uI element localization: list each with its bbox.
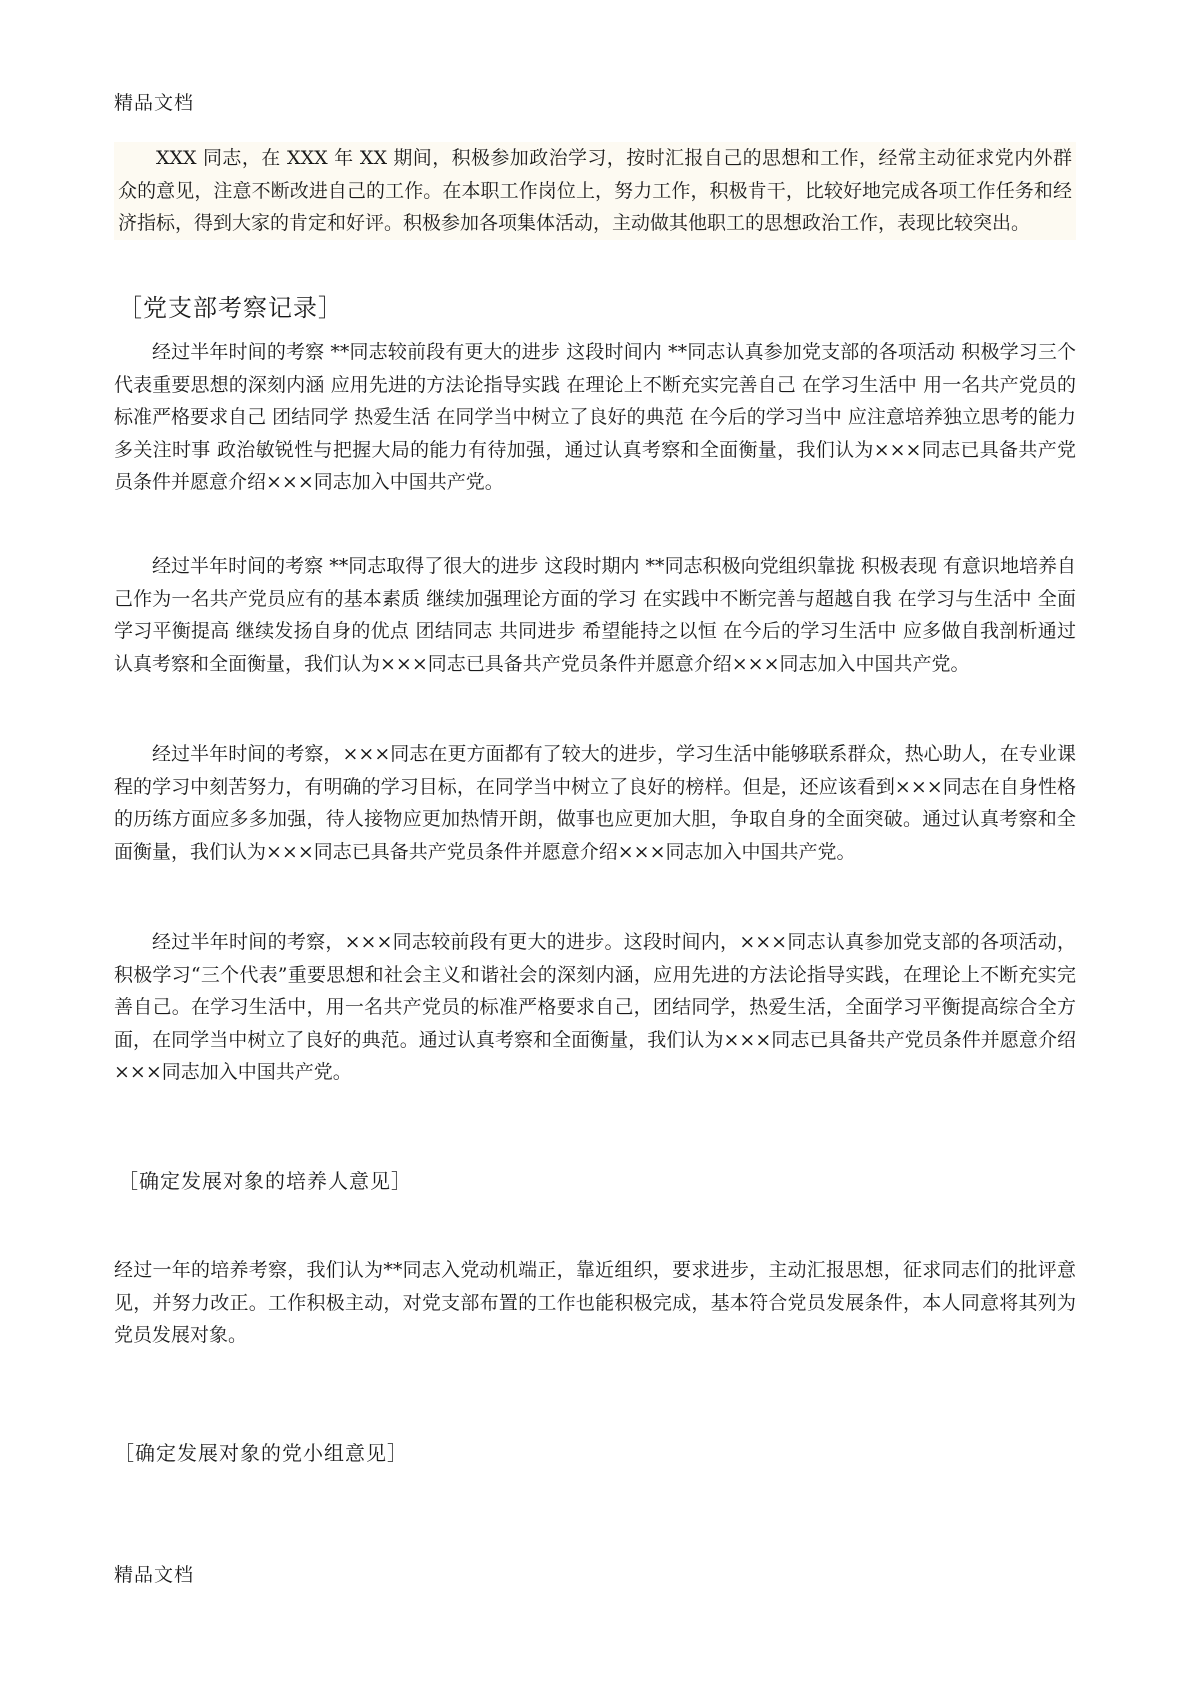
trainer-opinion-paragraph: [114, 1254, 1076, 1352]
section-heading-party-group-opinion: ［确定发展对象的党小组意见］: [114, 1441, 408, 1465]
paragraph: 经过半年时间的考察，×××同志较前段有更大的进步。这段时间内，×××同志认真参加党支部的各项活动，积极学习“三个代表”重要思想和社会主义和谐社会的深刻内涵，应用先进的方法论指导实践，在理论上不断充实完善自己。在学习生活中，用一名共产党员的标准严格要求自己，团结同学，热爱生活，全面学习平衡提高综合全方面，在同学当中树立了良好的典范。通过认真考察和全面衡量，我们认为×××同志已具备共产党员条件并愿意介绍×××同志加入中国共产党。: [114, 931, 1076, 1083]
branch-record-paragraph-2: [114, 550, 1076, 680]
paragraph: 经过半年时间的考察，×××同志在更方面都有了较大的进步，学习生活中能够联系群众，热心助人，在专业课程的学习中刻苦努力，有明确的学习目标，在同学当中树立了良好的榜样。但是，还应该看到×××同志在自身性格的历练方面应多多加强，待人接物应更加热情开朗，做事也应更加大胆，争取自身的全面突破。通过认真考察和全面衡量，我们认为×××同志已具备共产党员条件并愿意介绍×××同志加入中国共产党。: [114, 743, 1076, 863]
paragraph: 经过半年时间的考察 **同志较前段有更大的进步 这段时间内 **同志认真参加党支部的各项活动 积极学习三个代表重要思想的深刻内涵 应用先进的方法论指导实践 在理论上不断充实完善自己 在学习生活中 用一名共产党员的标准严格要求自己 团结同学 热爱生活 在同学当中树立了良好的典范 在今后的学习当中 应注意培养独立思考的能力 多关注时事 政治敏锐性与把握大局的能力有待加强，通过认真考察和全面衡量，我们认为×××同志已具备共产党员条件并愿意介绍×××同志加入中国共产党。: [114, 341, 1076, 493]
intro-highlight-box: [114, 142, 1076, 240]
intro-paragraph: XXX 同志，在 XXX 年 XX 期间，积极参加政治学习，按时汇报自己的思想和工作，经常主动征求党内外群众的意见，注意不断改进自己的工作。在本职工作岗位上，努力工作，积极肯干，比较好地完成各项工作任务和经济指标，得到大家的肯定和好评。积极参加各项集体活动，主动做其他职工的思想政治工作，表现比较突出。: [118, 147, 1072, 234]
footer-watermark: 精品文档: [114, 1564, 195, 1586]
branch-record-paragraph-4: [114, 926, 1076, 1089]
branch-record-paragraph-3: [114, 738, 1076, 868]
section-heading-branch-record: ［党支部考察记录］: [118, 294, 343, 322]
section-heading-trainer-opinion: ［确定发展对象的培养人意见］: [118, 1169, 412, 1193]
paragraph: 经过一年的培养考察，我们认为**同志入党动机端正，靠近组织，要求进步，主动汇报思想，征求同志们的批评意见，并努力改正。工作积极主动，对党支部布置的工作也能积极完成，基本符合党员发展条件，本人同意将其列为党员发展对象。: [114, 1259, 1076, 1346]
paragraph: 经过半年时间的考察 **同志取得了很大的进步 这段时期内 **同志积极向党组织靠拢 积极表现 有意识地培养自己作为一名共产党员应有的基本素质 继续加强理论方面的学习 在实践中不断完善与超越自我 在学习与生活中 全面学习平衡提高 继续发扬自身的优点 团结同志 共同进步 希望能持之以恒 在今后的学习生活中 应多做自我剖析通过认真考察和全面衡量，我们认为×××同志已具备共产党员条件并愿意介绍×××同志加入中国共产党。: [114, 555, 1076, 675]
header-watermark: 精品文档: [114, 92, 195, 114]
branch-record-paragraph-1: [114, 336, 1076, 499]
